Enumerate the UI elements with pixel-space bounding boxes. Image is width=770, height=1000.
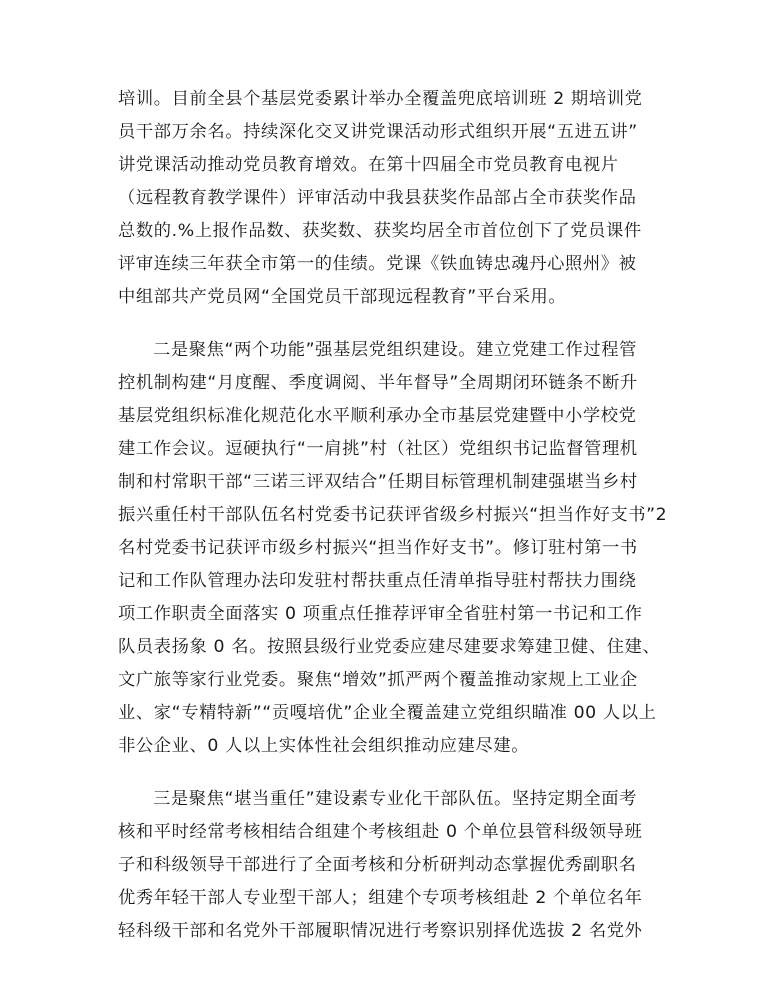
text-line: 振兴重任村干部队伍名村党委书记获评省级乡村振兴“担当作好支书”2 [118, 505, 668, 525]
paragraph-three-first-line: 三是聚焦“堪当重任”建设素专业化干部队伍。坚持定期全面考 [153, 789, 638, 809]
text-line: 培训。目前全县个基层党委累计举办全覆盖兜底培训班 2 期培训党 [118, 89, 643, 109]
text-line: 文广旅等家行业党委。聚焦“增效”抓严两个覆盖推动家规上工业企 [118, 670, 638, 690]
text-line: 名村党委书记获评市级乡村振兴“担当作好支书”。修订驻村第一书 [118, 538, 638, 558]
text-line: 基层党组织标准化规范化水平顺利承办全市基层党建暨中小学校党 [118, 406, 637, 426]
text-line: 总数的.%上报作品数、获奖数、获奖均居全市首位创下了党员课件 [118, 221, 642, 241]
text-line: 控机制构建“月度醒、季度调阅、半年督导”全周期闭环链条不断升 [118, 373, 638, 393]
paragraph-two-first-line: 二是聚焦“两个功能”强基层党组织建设。建立党建工作过程管 [153, 340, 638, 360]
text-line: 项工作职责全面落实 0 项重点任推荐评审全省驻村第一书记和工作 [118, 604, 643, 624]
text-line: 优秀年轻干部人专业型干部人；组建个专项考核组赴 2 个单位名年 [118, 888, 643, 908]
text-line: 中组部共产党员网“全国党员干部现远程教育”平台采用。 [118, 287, 567, 307]
text-line: 记和工作队管理办法印发驻村帮扶重点任清单指导驻村帮扶力围绕 [118, 571, 637, 591]
text-line: 建工作会议。逗硬执行“一肩挑”村（社区）党组织书记监督管理机 [118, 439, 638, 459]
text-line: 制和村常职干部“三诺三评双结合”任期目标管理机制建强堪当乡村 [118, 472, 638, 492]
text-line: 业、家“专精特新”“贡嘎培优”企业全覆盖建立党组织瞄准 00 人以上 [118, 703, 657, 723]
text-line: （远程教育教学课件）评审活动中我县获奖作品部占全市获奖作品 [118, 188, 637, 208]
text-line: 非公企业、0 人以上实体性社会组织推动应建尽建。 [118, 736, 530, 756]
text-line: 员干部万余名。持续深化交叉讲党课活动形式组织开展“五进五讲” [118, 122, 638, 142]
text-line: 队员表扬象 0 名。按照县级行业党委应建尽建要求筹建卫健、住建、 [118, 637, 661, 657]
text-line: 评审连续三年获全市第一的佳绩。党课《铁血铸忠魂丹心照州》被 [118, 254, 637, 274]
text-line: 子和科级领导干部进行了全面考核和分析研判动态掌握优秀副职名 [118, 855, 637, 875]
text-line: 轻科级干部和名党外干部履职情况进行考察识别择优选拔 2 名党外 [118, 921, 643, 941]
text-line: 讲党课活动推动党员教育增效。在第十四届全市党员教育电视片 [118, 155, 619, 175]
text-line: 核和平时经常考核相结合组建个考核组赴 0 个单位县管科级领导班 [118, 822, 643, 842]
